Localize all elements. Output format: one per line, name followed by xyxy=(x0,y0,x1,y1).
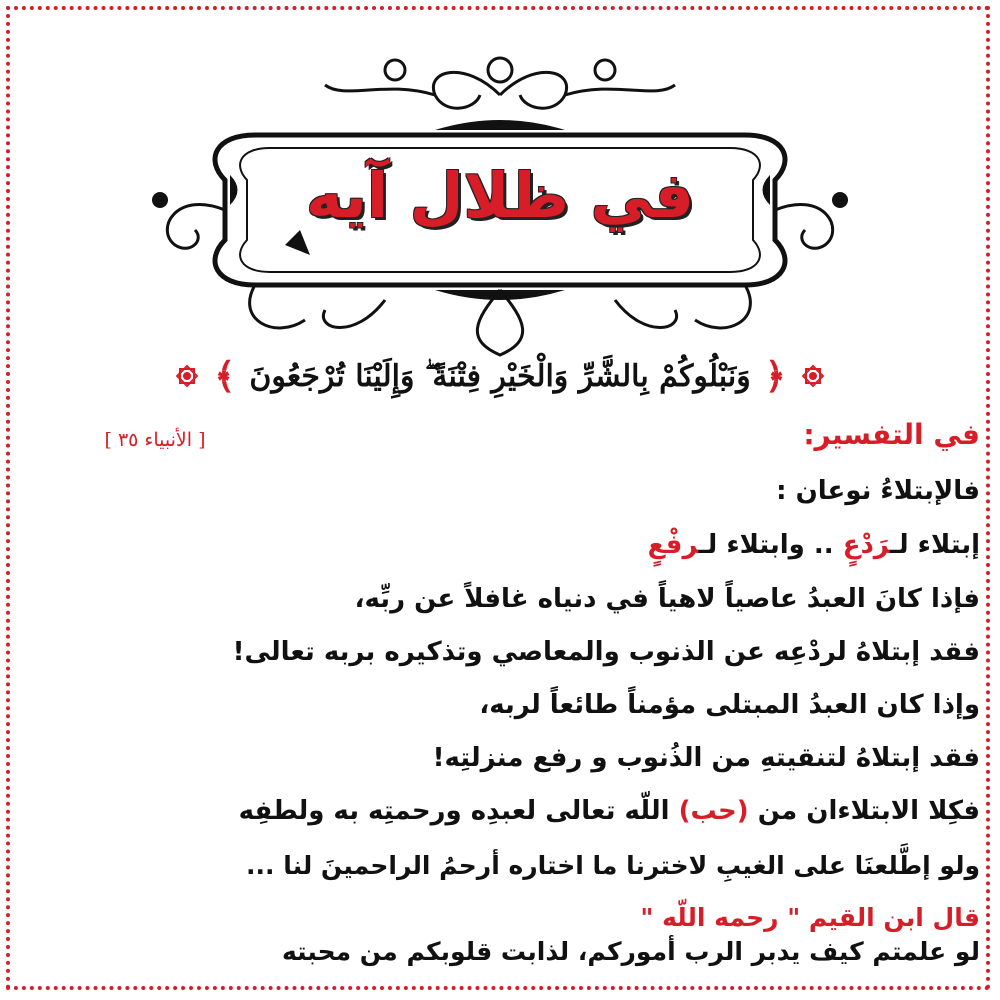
text-line: فالإبتلاءُ نوعان : xyxy=(776,476,980,506)
text-segment: فكِلا الابتلاءان من xyxy=(748,796,980,826)
verse-close-bracket: ﴾ xyxy=(214,355,236,397)
verse-text: وَنَبْلُوكُمْ بِالشَّرِّ وَالْخَيْرِ فِتْنَةً ۖ وَإِلَيْنَا تُرْجَعُونَ xyxy=(249,358,751,394)
text-segment: اللّه تعالى لعبدِه ورحمتِه به ولطفِه xyxy=(238,796,679,826)
tafsir-heading: في التفسير: xyxy=(803,418,980,451)
text-line xyxy=(239,796,980,826)
page-title: في ظلال آيه xyxy=(306,158,694,232)
quote-attribution: قال ابن القيم " رحمه اللّه " xyxy=(640,903,980,932)
text-line xyxy=(648,530,980,560)
text-segment: إبتلاء لـ xyxy=(889,530,980,560)
highlight-word: رَدْعٍ xyxy=(842,530,890,560)
text-line: فقد إبتلاهُ لردْعِه عن الذنوب والمعاصي وتذكيره بربه تعالى! xyxy=(232,637,980,667)
text-segment: .. وابتلاء لـ xyxy=(698,530,843,560)
star-ornament-icon xyxy=(800,363,826,389)
star-ornament-icon xyxy=(174,363,200,389)
quote-text: لو علمتم كيف يدبر الرب أموركم، لذابت قلوبكم من محبته xyxy=(282,937,980,966)
verse-reference: [ الأنبياء ٣٥ ] xyxy=(104,429,206,451)
verse-open-bracket: ﴿ xyxy=(764,355,786,397)
highlight-word: رفْعٍ xyxy=(647,530,699,560)
text-line: فقد إبتلاهُ لتنقيتهِ من الذُنوب و رفع منزلتِه! xyxy=(432,743,980,773)
verse-row xyxy=(140,350,860,402)
text-line: ولو إطَّلعنَا على الغيبِ لاخترنا ما اختاره أرحمُ الراحمينَ لنا ... xyxy=(246,851,980,880)
text-line: فإذا كانَ العبدُ عاصياً لاهياً في دنياه غافلاً عن ربِّه، xyxy=(354,584,980,614)
highlight-word: (حب) xyxy=(678,796,749,826)
text-line: وإذا كان العبدُ المبتلى مؤمناً طائعاً لربه، xyxy=(479,690,980,720)
